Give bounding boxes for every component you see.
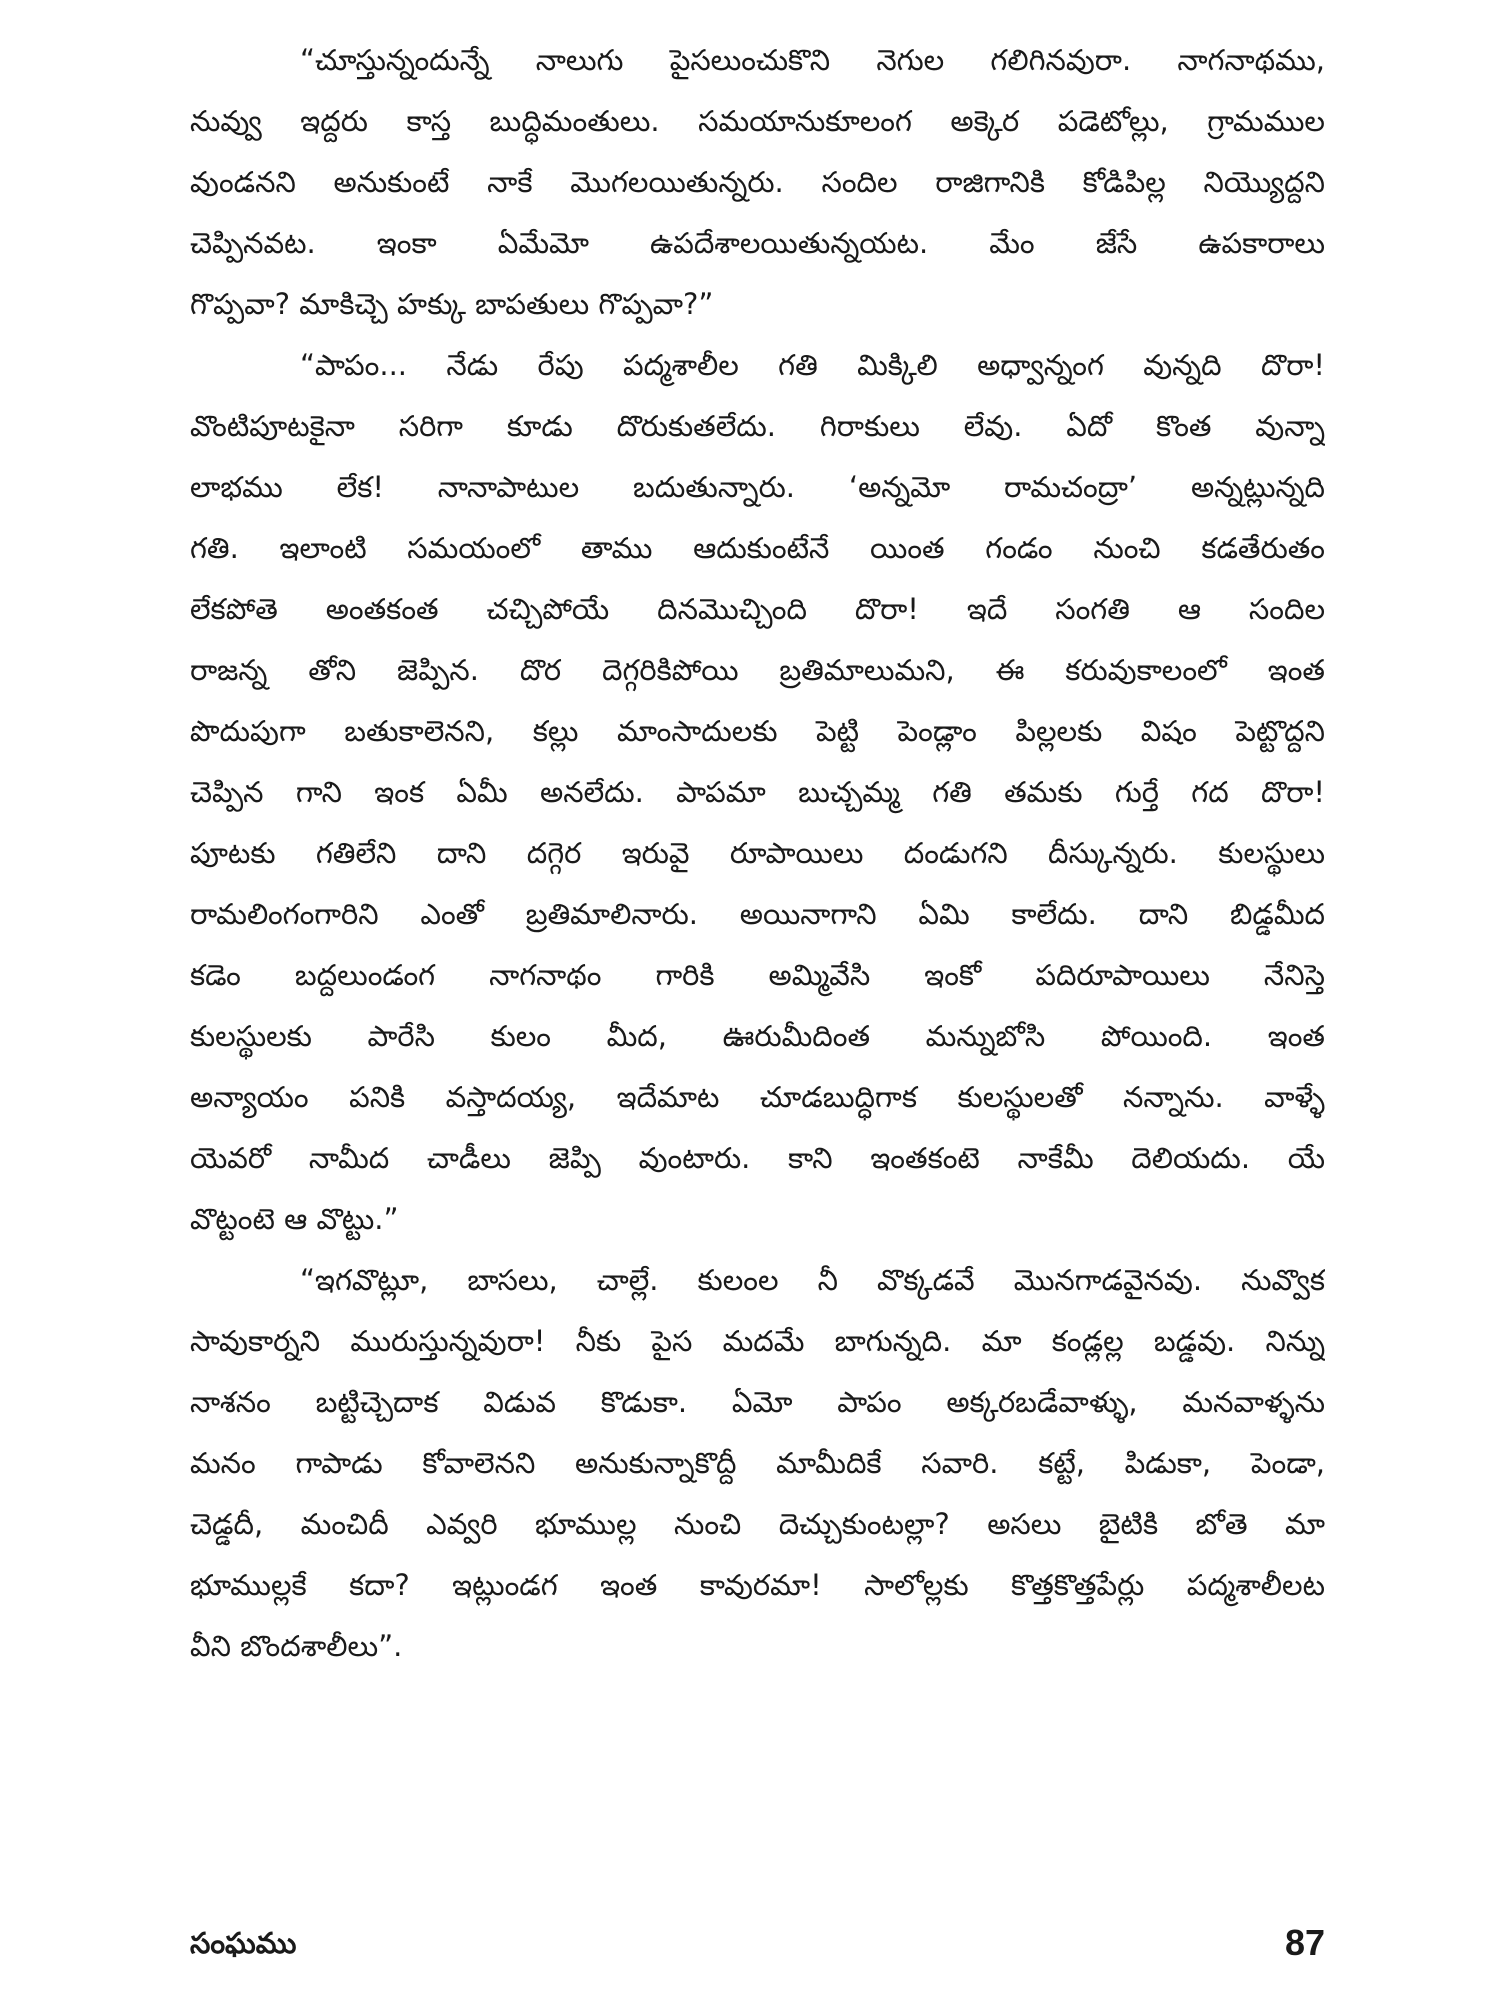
text-line: కడెం బద్దలుండంగ నాగనాథం గారికి అమ్మివేసి ఇంకో పదిరూపాయిలు నేనిస్తె bbox=[190, 958, 1325, 992]
paragraph-3 bbox=[190, 1250, 1325, 1677]
text-line: చెప్పినవట. ఇంకా ఏమేమో ఉపదేశాలయితున్నయట. మేం జేసే ఉపకారాలు bbox=[190, 226, 1325, 260]
paragraph-2 bbox=[190, 335, 1325, 1250]
text-line: లేకపోతె అంతకంత చచ్చిపోయే దినమొచ్చింది దొరా! ఇదే సంగతి ఆ సందిల bbox=[190, 592, 1325, 626]
text-line: “చూస్తున్నందున్నే నాలుగు పైసలుంచుకొని నెగుల గలిగినవురా. నాగనాథము, bbox=[300, 43, 1325, 77]
text-line: గతి. ఇలాంటి సమయంలో తాము ఆదుకుంటేనే యింత గండం నుంచి కడతేరుతం bbox=[190, 531, 1325, 565]
text-line: భూముల్లకే కదా? ఇట్లుండగ ఇంత కావురమా! సాలోల్లకు కొత్తకొత్తపేర్లు పద్మశాలీలట bbox=[190, 1568, 1325, 1602]
text-line: పూటకు గతిలేని దాని దగ్గెర ఇరువై రూపాయిలు దండుగని దీస్కున్నరు. కులస్థులు bbox=[190, 836, 1325, 870]
text-line: వుండనని అనుకుంటే నాకే మొగలయితున్నరు. సందిల రాజిగానికి కోడిపిల్ల నియ్యొద్దని bbox=[190, 165, 1325, 199]
body-text bbox=[190, 30, 1325, 1677]
text-line: వీని బొందశాలీలు”. bbox=[190, 1629, 403, 1663]
text-line: చెడ్డదీ, మంచిదీ ఎవ్వరి భూముల్ల నుంచి దెచ్చుకుంటల్లా? అసలు బైటికి బోతె మా bbox=[190, 1507, 1325, 1541]
text-line: కులస్థులకు పారేసి కులం మీద, ఊరుమీదింత మన్నుబోసి పోయింది. ఇంత bbox=[190, 1019, 1325, 1053]
text-line: “పాపం... నేడు రేపు పద్మశాలీల గతి మిక్కిలి అధ్వాన్నంగ వున్నది దొరా! bbox=[300, 348, 1325, 382]
text-line: అన్యాయం పనికి వస్తాదయ్య, ఇదేమాట చూడబుద్ధిగాక కులస్థులతో నన్నాను. వాళ్ళే bbox=[190, 1080, 1325, 1114]
text-line: గొప్పవా? మాకిచ్చె హక్కు బాపతులు గొప్పవా?” bbox=[190, 287, 714, 321]
text-line: నాశనం బట్టిచ్చెదాక విడువ కొడుకా. ఏమో పాపం అక్కరబడేవాళ్ళు, మనవాళ్ళను bbox=[190, 1385, 1325, 1419]
text-line: మనం గాపాడు కోవాలెనని అనుకున్నాకొద్దీ మామీదికే సవారి. కట్టే, పిడుకా, పెండా, bbox=[190, 1446, 1325, 1480]
page-footer bbox=[190, 1918, 1325, 1968]
page-number: 87 bbox=[1284, 1922, 1325, 1963]
text-line: వొంటిపూటకైనా సరిగా కూడు దొరుకుతలేదు. గిరాకులు లేవు. ఏదో కొంత వున్నా bbox=[190, 409, 1325, 443]
text-line: పొదుపుగా బతుకాలెనని, కల్లు మాంసాదులకు పెట్టి పెండ్లాం పిల్లలకు విషం పెట్టొద్దని bbox=[190, 714, 1325, 748]
text-line: చెప్పిన గాని ఇంక ఏమీ అనలేదు. పాపమా బుచ్చమ్మ గతి తమకు గుర్తే గద దొరా! bbox=[190, 775, 1325, 809]
text-line: నువ్వు ఇద్దరు కాస్త బుద్ధిమంతులు. సమయానుకూలంగ అక్కెర పడెటోల్లు, గ్రామముల bbox=[190, 104, 1325, 138]
text-line: “ఇగవొట్లూ, బాసలు, చాల్లే. కులంల నీ వొక్కడవే మొనగాడవైనవు. నువ్వొక bbox=[300, 1263, 1325, 1297]
text-line: వొట్టంటె ఆ వొట్టు.” bbox=[190, 1202, 399, 1236]
text-line: సావుకార్నని మురుస్తున్నవురా! నీకు పైస మదమే బాగున్నది. మా కండ్లల్ల బడ్డవు. నిన్ను bbox=[190, 1324, 1325, 1358]
book-title: సంఘము bbox=[190, 1926, 297, 1960]
text-line: యెవరో నామీద చాడీలు జెప్పి వుంటారు. కాని ఇంతకంటె నాకేమీ దెలియదు. యే bbox=[190, 1141, 1325, 1175]
text-line: రామలింగంగారిని ఎంతో బ్రతిమాలినారు. అయినాగాని ఏమి కాలేదు. దాని బిడ్డమీద bbox=[190, 897, 1325, 931]
paragraph-1 bbox=[190, 30, 1325, 335]
text-line: రాజన్న తోని జెప్పిన. దొర దెగ్గరికిపోయి బ్రతిమాలుమని, ఈ కరువుకాలంలో ఇంత bbox=[190, 653, 1325, 687]
text-line: లాభము లేక! నానాపాటుల బదుతున్నారు. ‘అన్నమో రామచంద్రా’ అన్నట్లున్నది bbox=[190, 470, 1325, 504]
